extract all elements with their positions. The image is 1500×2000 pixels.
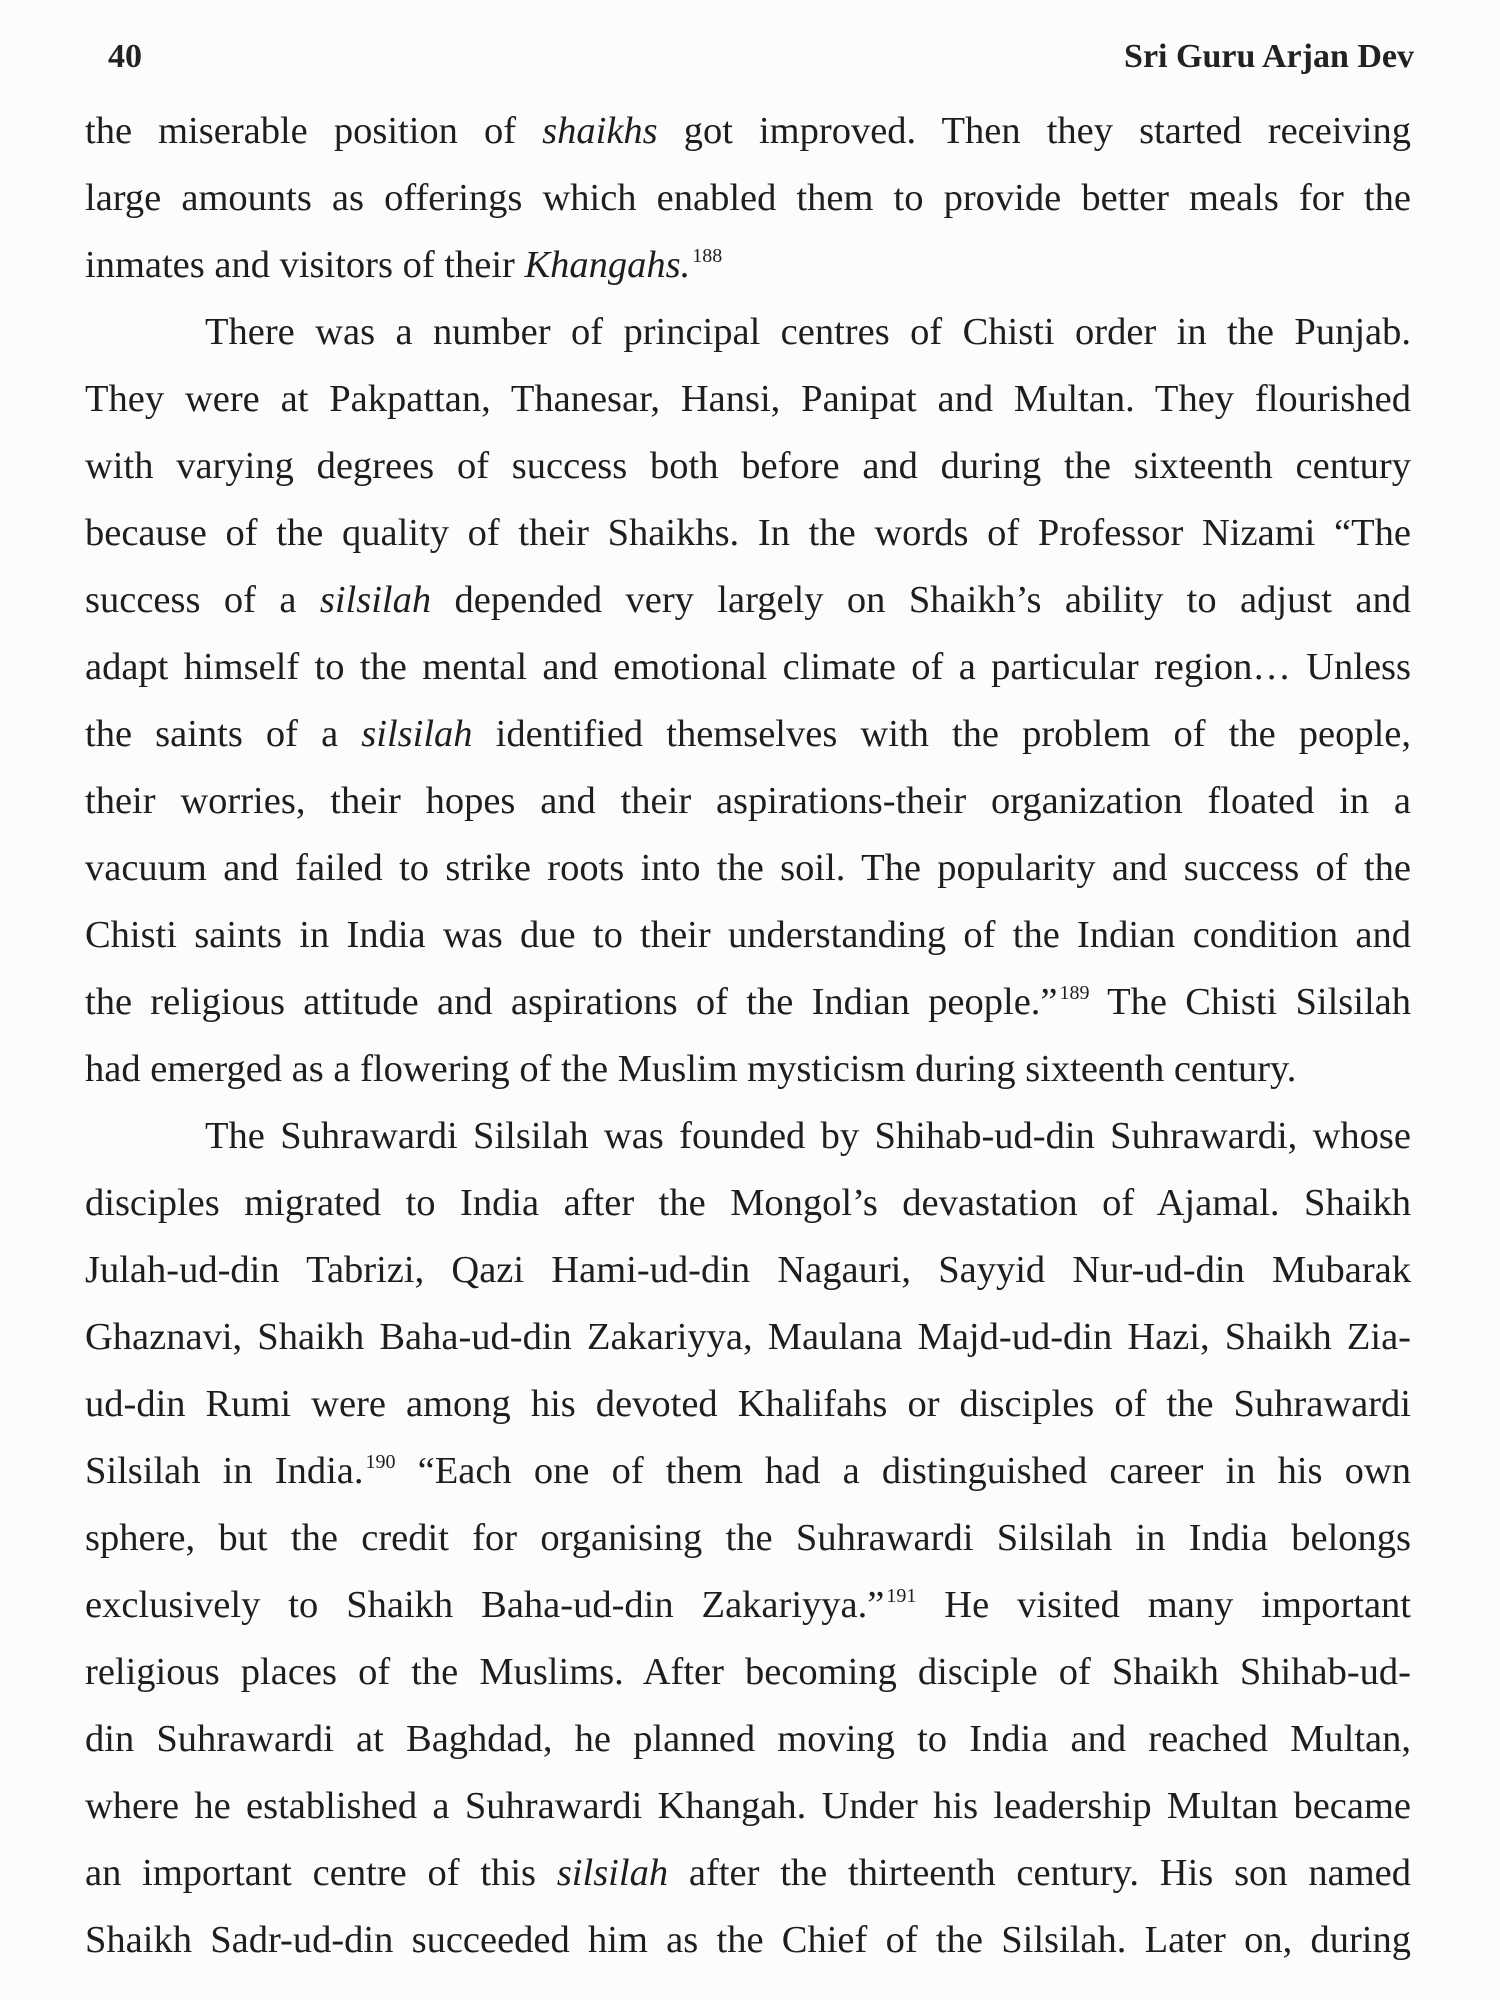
text-line: with varying degrees of success both before and during the sixteenth century xyxy=(85,445,1411,487)
text-line: Silsilah in India. $^{190}$ “Each one of them had a distinguished career in his own xyxy=(85,1450,1411,1492)
text-line: had emerged as a flowering of the Muslim mysticism during sixteenth century. xyxy=(85,1048,1297,1090)
text-line: where he established a Suhrawardi Khangah. Under his leadership Multan became xyxy=(85,1785,1411,1827)
text-line: success of a silsilah depended very largely on Shaikh’s ability to adjust and xyxy=(85,579,1411,621)
footnote-ref: 189 xyxy=(1059,982,1090,1004)
text-line: Julah-ud-din Tabrizi, Qazi Hami-ud-din Nagauri, Sayyid Nur-ud-din Mubarak xyxy=(85,1249,1411,1291)
text-line: exclusively to Shaikh Baha-ud-din Zakariyya.” $^{191}$ He visited many important xyxy=(85,1584,1411,1626)
text-line: Shaikh Sadr-ud-din succeeded him as the Chief of the Silsilah. Later on, during xyxy=(85,1919,1411,1961)
text-line: the saints of a silsilah identified themselves with the problem of the people, xyxy=(85,713,1411,755)
text-line: because of the quality of their Shaikhs. In the words of Professor Nizami “The xyxy=(85,512,1411,554)
text-line: Ghaznavi, Shaikh Baha-ud-din Zakariyya, Maulana Majd-ud-din Hazi, Shaikh Zia- xyxy=(85,1316,1411,1358)
body-text xyxy=(85,98,1411,1974)
text-line: inmates and visitors of their Khangahs. $^{188}$ xyxy=(85,244,723,286)
text-line: religious places of the Muslims. After becoming disciple of Shaikh Shihab-ud- xyxy=(85,1651,1411,1693)
text-line: the miserable position of shaikhs got improved. Then they started receiving xyxy=(85,110,1412,152)
text-line: ud-din Rumi were among his devoted Khalifahs or disciples of the Suhrawardi xyxy=(85,1383,1411,1425)
footnote-ref: 191 xyxy=(886,1585,917,1607)
text-line: large amounts as offerings which enabled them to provide better meals for the xyxy=(85,177,1411,219)
footnote-ref: 188 xyxy=(692,245,723,267)
text-line: There was a number of principal centres of Chisti order in the Punjab. xyxy=(205,311,1411,353)
footnote-ref: 190 xyxy=(365,1451,396,1473)
text-line: sphere, but the credit for organising the Suhrawardi Silsilah in India belongs xyxy=(85,1517,1411,1559)
text-line: They were at Pakpattan, Thanesar, Hansi, Panipat and Multan. They flourished xyxy=(85,378,1411,420)
text-line: an important centre of this silsilah after the thirteenth century. His son named xyxy=(85,1852,1411,1894)
text-line: the religious attitude and aspirations of the Indian people.” $^{189}$ The Chisti Silsilah xyxy=(85,981,1411,1023)
text-line: disciples migrated to India after the Mongol’s devastation of Ajamal. Shaikh xyxy=(85,1182,1411,1224)
running-head xyxy=(108,38,1414,88)
text-line: their worries, their hopes and their aspirations-their organization floated in a xyxy=(85,780,1411,822)
text-line: vacuum and failed to strike roots into the soil. The popularity and success of the xyxy=(85,847,1411,889)
book-title: Sri Guru Arjan Dev xyxy=(1124,38,1414,75)
page-number: 40 xyxy=(108,38,142,75)
text-line: adapt himself to the mental and emotional climate of a particular region… Unless xyxy=(85,646,1411,688)
text-line: The Suhrawardi Silsilah was founded by Shihab-ud-din Suhrawardi, whose xyxy=(205,1115,1411,1157)
text-line: din Suhrawardi at Baghdad, he planned moving to India and reached Multan, xyxy=(85,1718,1411,1760)
text-line: Chisti saints in India was due to their understanding of the Indian condition and xyxy=(85,914,1411,956)
